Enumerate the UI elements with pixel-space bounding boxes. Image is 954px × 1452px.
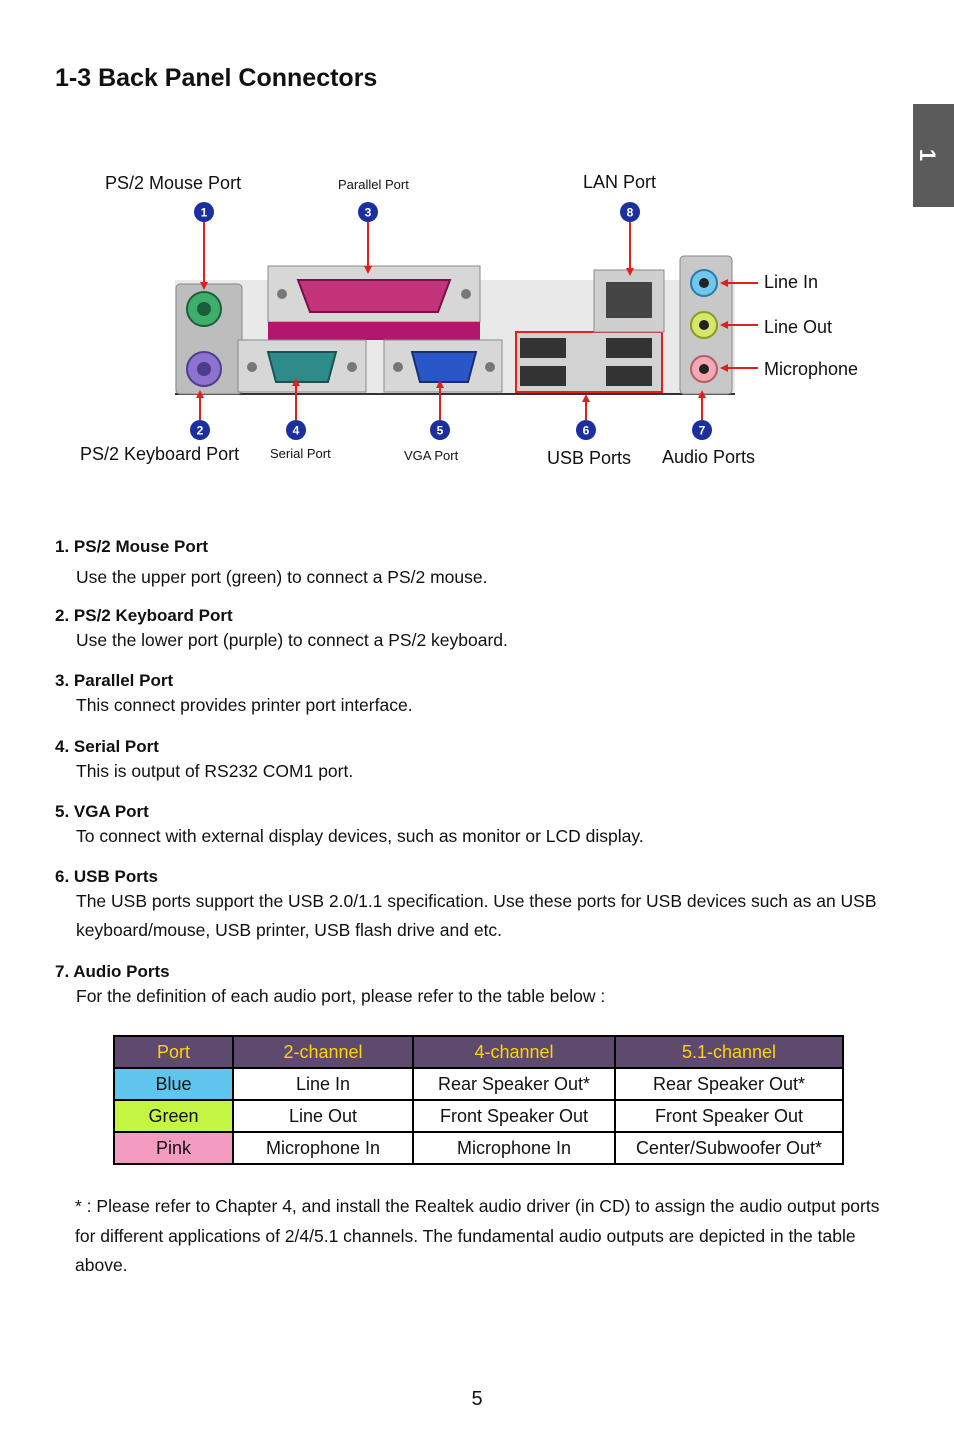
marker-1 xyxy=(194,202,214,222)
section-heading: 5. VGA Port xyxy=(55,802,149,821)
svg-text:5: 5 xyxy=(436,423,444,438)
label-usb-ports: USB Ports xyxy=(547,448,632,468)
chapter-tab-number: 1 xyxy=(915,148,941,162)
section-body: Use the lower port (purple) to connect a PS/2 keyboard. xyxy=(76,630,508,650)
marker-8 xyxy=(620,202,640,222)
label-microphone: Microphone xyxy=(764,359,859,379)
label-parallel-port: Parallel Port xyxy=(338,177,409,192)
section-serial xyxy=(55,737,905,786)
table-row xyxy=(114,1100,843,1132)
section-ps2-mouse xyxy=(55,537,905,592)
table-cell: Rear Speaker Out* xyxy=(615,1068,843,1100)
svg-text:4: 4 xyxy=(292,423,300,438)
section-heading: 7. Audio Ports xyxy=(55,962,170,981)
table-cell-port: Pink xyxy=(114,1132,233,1164)
table-cell: Microphone In xyxy=(233,1132,413,1164)
marker-6 xyxy=(576,420,596,440)
label-line-out: Line Out xyxy=(764,317,833,337)
label-lan-port: LAN Port xyxy=(583,172,657,192)
table-cell-port: Green xyxy=(114,1100,233,1132)
marker-5 xyxy=(430,420,450,440)
table-cell: Front Speaker Out xyxy=(615,1100,843,1132)
section-heading: 4. Serial Port xyxy=(55,737,159,756)
table-cell-port: Blue xyxy=(114,1068,233,1100)
section-ps2-keyboard xyxy=(55,606,905,655)
svg-text:7: 7 xyxy=(698,423,706,438)
marker-2 xyxy=(190,420,210,440)
svg-text:1: 1 xyxy=(200,205,208,220)
label-ps2-keyboard-port: PS/2 Keyboard Port xyxy=(80,444,240,464)
section-heading: 6. USB Ports xyxy=(55,867,158,886)
section-parallel xyxy=(55,671,905,720)
marker-4 xyxy=(286,420,306,440)
table-cell: Center/Subwoofer Out* xyxy=(615,1132,843,1164)
page-number: 5 xyxy=(471,1388,483,1410)
table-header-cell: 5.1-channel xyxy=(615,1036,843,1068)
parallel-connector xyxy=(298,280,450,312)
footnote: * : Please refer to Chapter 4, and install the Realtek audio driver (in CD) to assign the audio output ports for different applications of 2/4/5.1 channels. The fundamental audio outputs are depicted in the table above. xyxy=(75,1196,880,1275)
label-vga-port: VGA Port xyxy=(404,448,459,463)
section-body: The USB ports support the USB 2.0/1.1 specification. Use these ports for USB devices such as an USB keyboard/mouse, USB printer, USB flash drive and etc. xyxy=(76,891,877,940)
table-cell: Line Out xyxy=(233,1100,413,1132)
table-cell: Front Speaker Out xyxy=(413,1100,615,1132)
section-body: This is output of RS232 COM1 port. xyxy=(76,761,354,781)
section-heading: 3. Parallel Port xyxy=(55,671,174,690)
svg-text:2: 2 xyxy=(196,423,204,438)
page-title: 1-3 Back Panel Connectors xyxy=(55,64,378,92)
marker-3 xyxy=(358,202,378,222)
svg-text:6: 6 xyxy=(582,423,590,438)
section-heading: 2. PS/2 Keyboard Port xyxy=(55,606,233,625)
section-audio xyxy=(55,962,905,1011)
table-cell: Rear Speaker Out* xyxy=(413,1068,615,1100)
audio-port-table xyxy=(113,1035,844,1165)
section-heading: 1. PS/2 Mouse Port xyxy=(55,537,209,556)
svg-text:8: 8 xyxy=(626,205,634,220)
table-header-cell: Port xyxy=(114,1036,233,1068)
section-body: To connect with external display devices, such as monitor or LCD display. xyxy=(76,826,644,846)
label-line-in: Line In xyxy=(764,272,819,292)
svg-text:3: 3 xyxy=(364,205,372,220)
marker-7 xyxy=(692,420,712,440)
table-header-cell: 4-channel xyxy=(413,1036,615,1068)
table-row xyxy=(114,1068,843,1100)
table-header-cell: 2-channel xyxy=(233,1036,413,1068)
table-row xyxy=(114,1132,843,1164)
section-usb xyxy=(55,867,905,945)
section-vga xyxy=(55,802,905,851)
label-audio-ports: Audio Ports xyxy=(662,447,756,467)
label-ps2-mouse-port: PS/2 Mouse Port xyxy=(105,173,242,193)
table-cell: Line In xyxy=(233,1068,413,1100)
vga-connector xyxy=(412,352,476,382)
section-body: Use the upper port (green) to connect a PS/2 mouse. xyxy=(76,567,488,587)
table-header-row xyxy=(114,1036,843,1068)
section-body: This connect provides printer port interface. xyxy=(76,695,413,715)
section-body: For the definition of each audio port, please refer to the table below : xyxy=(76,986,606,1006)
label-serial-port: Serial Port xyxy=(270,446,331,461)
table-cell: Microphone In xyxy=(413,1132,615,1164)
serial-connector xyxy=(268,352,336,382)
